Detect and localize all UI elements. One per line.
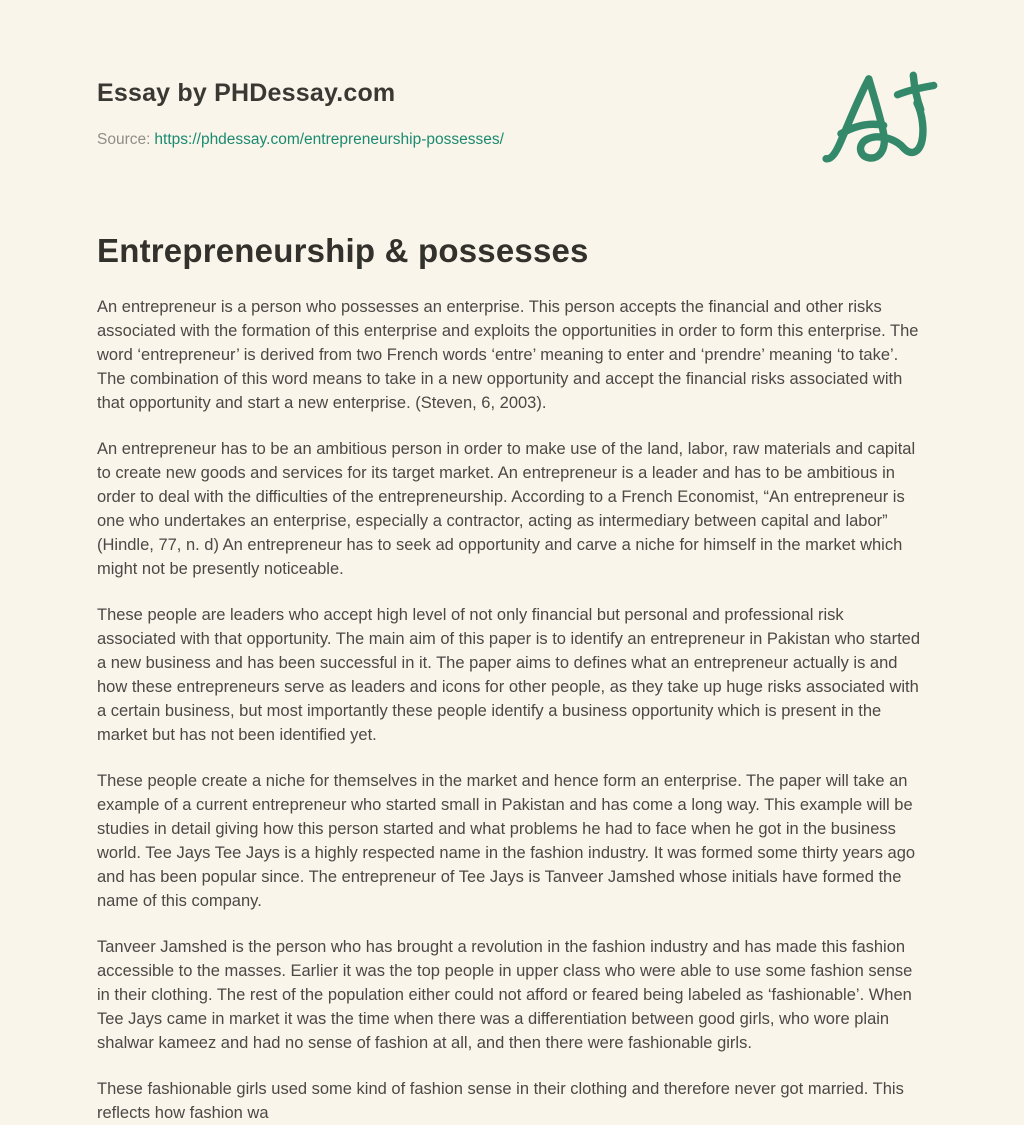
essay-paragraph: An entrepreneur has to be an ambitious person in order to make use of the land, labor, raw materials and capital to create new goods and services for its target market. An entrepreneur is a leader and has to be ambitious in order to deal with the difficulties of the entrepreneurship. According to a French Economist, “An entrepreneur is one who undertakes an enterprise, especially a contractor, acting as intermediary between capital and labor” (Hindle, 77, n. d) An entrepreneur has to seek ad opportunity and carve a niche for himself in the market which might not be presently noticeable. (97, 440, 916, 578)
source-label: Source: (97, 131, 151, 148)
essay-paragraph: These people create a niche for themselves in the market and hence form an enterprise. The paper will take an example of a current entrepreneur who started small in Pakistan and has come a long way. This example will be studies in detail giving how this person started and what problems he had to face when he got in the business world. Tee Jays Tee Jays is a highly respected name in the fashion industry. It was formed some thirty years ago and has been popular since. The entrepreneur of Tee Jays is Tanveer Jamshed whose initials have formed the name of this company. (97, 772, 916, 910)
essay-title: Entrepreneurship & possesses (97, 232, 589, 269)
page-header (97, 78, 927, 149)
a-plus-logo-icon (818, 66, 940, 168)
source-row (97, 130, 927, 149)
essay-paragraph: Tanveer Jamshed is the person who has brought a revolution in the fashion industry and has made this fashion accessible to the masses. Earlier it was the top people in upper class who were able to use some fashion sense in their clothing. The rest of the population either could not afford or feared being labeled as ‘fashionable’. When Tee Jays came in market it was the time when there was a differentiation between good girls, who wore plain shalwar kameez and had no sense of fashion at all, and then there were fashionable girls. (97, 938, 913, 1052)
essay-paragraph: An entrepreneur is a person who possesses an enterprise. This person accepts the financial and other risks associated with the formation of this enterprise and exploits the opportunities in order to form this enterprise. The word ‘entrepreneur’ is derived from two French words ‘entre’ meaning to enter and ‘prendre’ meaning ‘to take’. The combination of this word means to take in a new opportunity and accept the financial risks associated with that opportunity and start a new enterprise. (Steven, 6, 2003). (97, 298, 919, 412)
essay-byline: Essay by PHDessay.com (97, 79, 396, 107)
source-link[interactable]: https://phdessay.com/entrepreneurship-possesses/ (154, 131, 504, 148)
essay-paragraph: These fashionable girls used some kind of fashion sense in their clothing and therefore never got married. This reflects how fashion wa (97, 1080, 904, 1122)
essay-paragraph: These people are leaders who accept high level of not only financial but personal and professional risk associated with that opportunity. The main aim of this paper is to identify an entrepreneur in Pakistan who started a new business and has been successful in it. The paper aims to defines what an entrepreneur actually is and how these entrepreneurs serve as leaders and icons for other people, as they take up huge risks associated with a certain business, but most importantly these people identify a business opportunity which is present in the market but has not been identified yet. (97, 606, 921, 744)
phdessay-logo (818, 66, 940, 168)
essay-body (97, 295, 927, 1125)
